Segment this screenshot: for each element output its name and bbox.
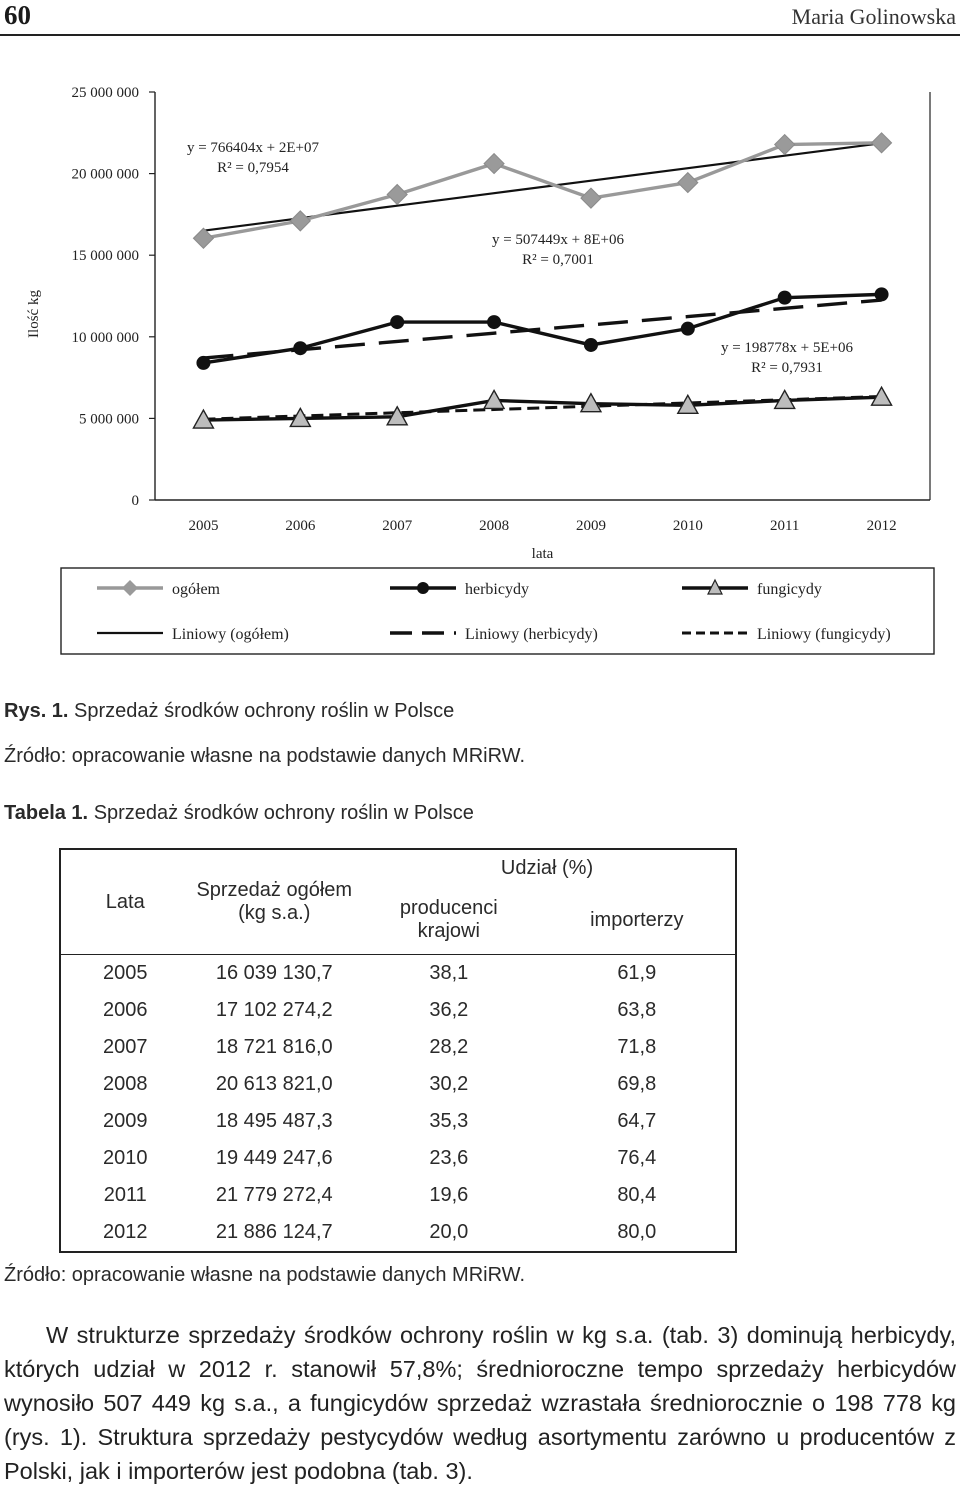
table-caption-text: Sprzedaż środków ochrony roślin w Polsce — [93, 802, 474, 824]
trendline-r-squared: R² = 0,7931 — [751, 360, 823, 376]
cell-domestic: 19,6 — [429, 1184, 469, 1206]
figure-caption-text: Sprzedaż środków ochrony roślin w Polsce — [74, 700, 455, 722]
y-tick-label: 5 000 000 — [79, 411, 139, 428]
legend-label: fungicydy — [757, 581, 822, 598]
cell-importers: 69,8 — [617, 1073, 657, 1095]
cell-domestic: 38,1 — [429, 962, 469, 984]
legend-diamond-marker — [122, 580, 138, 596]
legend-label: herbicydy — [465, 581, 529, 598]
figure-source: Źródło: opracowanie własne na podstawie danych MRiRW. — [4, 745, 526, 767]
cell-year: 2010 — [103, 1147, 148, 1169]
cell-total: 21 886 124,7 — [215, 1221, 333, 1243]
diamond-marker — [387, 184, 407, 204]
legend-trend-label: Liniowy (ogółem) — [172, 626, 289, 643]
cell-total: 18 495 487,3 — [215, 1110, 333, 1132]
legend-label: ogółem — [172, 581, 220, 598]
cell-domestic: 36,2 — [429, 999, 469, 1021]
circle-marker — [681, 322, 695, 336]
cell-total: 17 102 274,2 — [215, 999, 333, 1021]
table-body — [60, 955, 736, 1253]
header-total — [190, 849, 360, 955]
body-paragraph — [4, 1318, 956, 1488]
table-source: Źródło: opracowanie własne na podstawie danych MRiRW. — [4, 1264, 526, 1286]
circle-marker — [875, 287, 889, 301]
diamond-marker — [775, 135, 795, 155]
cell-importers: 63,8 — [617, 999, 657, 1021]
x-tick-label: 2010 — [672, 518, 703, 534]
table-row — [60, 1066, 736, 1103]
circle-marker — [487, 315, 501, 329]
cell-importers: 71,8 — [617, 1036, 657, 1058]
y-tick-label: 0 — [131, 493, 139, 509]
x-tick-label: 2012 — [866, 518, 897, 534]
cell-importers: 80,4 — [617, 1184, 657, 1206]
header-lata: Lata — [105, 890, 145, 913]
cell-year: 2012 — [103, 1221, 148, 1243]
x-tick-label: 2007 — [382, 518, 413, 534]
y-tick-label: 10 000 000 — [71, 329, 139, 346]
body-paragraph-text: W strukturze sprzedaży środków ochrony roślin w kg s.a. (tab. 3) dominują herbicydy, których udział w 2012 r. stanowił 57,8%; średnioroczne tempo sprzedaży herbicydów wynosiło 507 449 kg s.a., a fungicydów sprzedaż wzrastała średniorocznie o 198 778 kg (rys. 1). Struktura sprzedaży pestycydów według asortymentu zarówno u producentów z Polski, jak i importerów jest podobna (tab. 3). — [4, 1322, 956, 1484]
cell-domestic: 23,6 — [429, 1147, 469, 1169]
diamond-marker — [678, 173, 698, 193]
cell-total: 20 613 821,0 — [215, 1073, 333, 1095]
header-total-line1: Sprzedaż ogółem — [196, 879, 353, 901]
header-total-line2: (kg s.a.) — [238, 902, 311, 924]
table-row — [60, 1214, 736, 1252]
table-caption — [4, 802, 474, 825]
y-axis-title: Ilość kg — [26, 290, 42, 338]
header-domestic-line2: krajowi — [417, 920, 480, 942]
table-row — [60, 955, 736, 993]
y-tick-label: 20 000 000 — [71, 166, 139, 183]
figure-caption — [4, 700, 454, 723]
table-row — [60, 1140, 736, 1177]
legend-trend-label: Liniowy (herbicydy) — [465, 626, 598, 643]
header-domestic — [359, 886, 539, 955]
table-row — [60, 992, 736, 1029]
trendline-equation: y = 198778x + 5E+06 — [720, 340, 854, 356]
circle-marker — [584, 338, 598, 352]
y-tick-label: 15 000 000 — [71, 248, 139, 265]
diamond-marker — [872, 133, 892, 153]
diamond-marker — [193, 228, 213, 248]
trendline-r-squared: R² = 0,7954 — [217, 160, 289, 176]
cell-year: 2007 — [103, 1036, 148, 1058]
legend-trend-label: Liniowy (fungicydy) — [757, 626, 891, 643]
x-tick-label: 2006 — [285, 518, 316, 534]
diamond-marker — [290, 211, 310, 231]
x-tick-label: 2008 — [479, 518, 510, 534]
cell-year: 2005 — [103, 962, 148, 984]
header-domestic-line1: producenci — [399, 897, 498, 919]
cell-importers: 61,9 — [617, 962, 657, 984]
cell-year: 2008 — [103, 1073, 148, 1095]
diamond-marker — [484, 154, 504, 174]
circle-marker — [293, 341, 307, 355]
cell-domestic: 30,2 — [429, 1073, 469, 1095]
cell-importers: 76,4 — [617, 1147, 657, 1169]
x-axis-title: lata — [531, 546, 554, 562]
trendline-equation: y = 766404x + 2E+07 — [186, 140, 320, 156]
sales-line-chart — [0, 60, 960, 660]
figure-label: Rys. 1. — [4, 700, 69, 722]
x-tick-label: 2009 — [575, 518, 606, 534]
cell-year: 2011 — [103, 1184, 147, 1206]
table-row — [60, 1177, 736, 1214]
header-importers: importerzy — [590, 908, 684, 931]
cell-domestic: 35,3 — [429, 1110, 469, 1132]
cell-total: 19 449 247,6 — [215, 1147, 333, 1169]
page-header — [0, 0, 960, 36]
cell-domestic: 28,2 — [429, 1036, 469, 1058]
table-row — [60, 1103, 736, 1140]
page-number: 60 — [4, 0, 31, 30]
cell-year: 2009 — [103, 1110, 148, 1132]
x-tick-label: 2011 — [769, 518, 800, 534]
table-label: Tabela 1. — [4, 802, 89, 824]
trendline-r-squared: R² = 0,7001 — [522, 252, 594, 268]
legend-circle-marker — [417, 582, 429, 594]
x-tick-label: 2005 — [188, 518, 219, 534]
diamond-marker — [581, 188, 601, 208]
sales-table — [59, 848, 737, 1253]
cell-total: 21 779 272,4 — [215, 1184, 333, 1206]
circle-marker — [196, 356, 210, 370]
running-head-author: Maria Golinowska — [791, 4, 956, 29]
cell-total: 18 721 816,0 — [215, 1036, 333, 1058]
cell-importers: 64,7 — [617, 1110, 657, 1132]
cell-importers: 80,0 — [617, 1221, 657, 1243]
cell-domestic: 20,0 — [429, 1221, 469, 1243]
circle-marker — [390, 315, 404, 329]
cell-year: 2006 — [103, 999, 148, 1021]
trendline-equation: y = 507449x + 8E+06 — [491, 232, 625, 248]
table-row — [60, 1029, 736, 1066]
circle-marker — [778, 291, 792, 305]
y-tick-label: 25 000 000 — [71, 85, 139, 101]
cell-total: 16 039 130,7 — [215, 962, 333, 984]
header-share: Udział (%) — [500, 856, 594, 879]
